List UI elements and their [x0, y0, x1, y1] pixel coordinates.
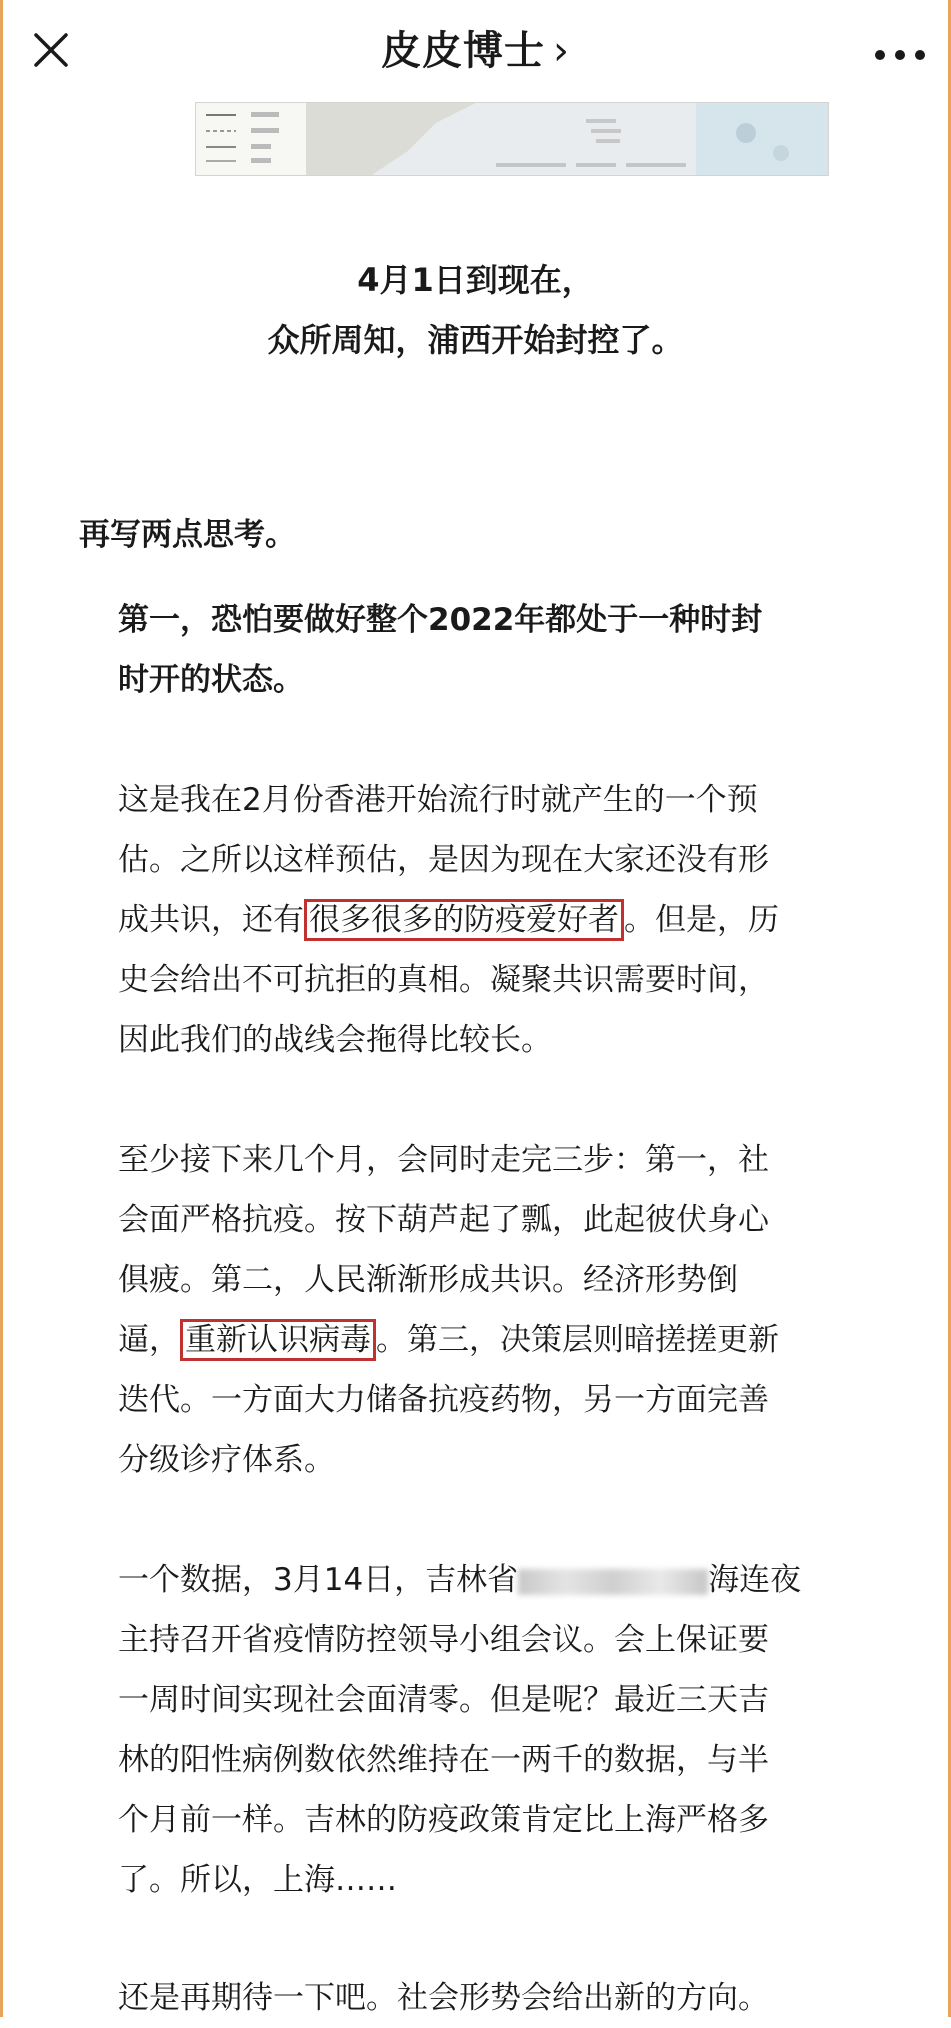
paragraph-line: 一周时间实现社会面清零。但是呢？最近三天吉 [118, 1682, 769, 1718]
paragraph-line: 史会给出不可抗拒的真相。凝聚共识需要时间， [118, 962, 769, 998]
headline-line: 众所周知，浦西开始封控了。 [267, 321, 684, 359]
paragraph-line: 林的阳性病例数依然维持在一两千的数据，与半 [118, 1742, 769, 1778]
paragraph-line [118, 1550, 801, 1610]
more-button[interactable] [874, 46, 926, 58]
paragraph-line: 这是我在2月份香港开始流行时就产生的一个预 [118, 782, 758, 818]
highlighted-phrase: 很多很多的防疫爱好者 [304, 899, 624, 941]
chevron-right-icon: › [553, 28, 570, 74]
intro-line: 再写两点思考。 [79, 517, 296, 553]
account-name: 皮皮博士 [381, 28, 545, 74]
paragraph-1 [118, 770, 779, 1070]
paragraph-3 [118, 1550, 801, 1910]
paragraph-line: 俱疲。第二，人民渐渐形成共识。经济形势倒 [118, 1262, 738, 1298]
paragraph-line: 迭代。一方面大力储备抗疫药物，另一方面完善 [118, 1382, 769, 1418]
paragraph-line [118, 890, 779, 950]
text-segment: 。第三，决策层则暗搓搓更新 [376, 1322, 779, 1358]
article-headline [0, 250, 951, 370]
point-one-line: 时开的状态。 [118, 662, 304, 698]
text-segment: 一个数据，3月14日，吉林省 [118, 1562, 519, 1598]
paragraph-line: 分级诊疗体系。 [118, 1442, 335, 1478]
paragraph-line: 因此我们的战线会拖得比较长。 [118, 1022, 552, 1058]
redacted-text [518, 1569, 708, 1595]
more-dots-icon [874, 49, 926, 61]
paragraph-line: 还是再期待一下吧。社会形势会给出新的方向。 [118, 1980, 769, 2016]
paragraph-line: 个月前一样。吉林的防疫政策肯定比上海严格多 [118, 1802, 769, 1838]
point-one [118, 590, 762, 710]
paragraph-line: 了。所以，上海…… [118, 1862, 397, 1898]
article-intro [79, 505, 296, 565]
text-segment: 海连夜 [708, 1562, 802, 1598]
top-bar [3, 0, 948, 100]
paragraph-line: 主持召开省疫情防控领导小组会议。会上保证要 [118, 1622, 769, 1658]
point-one-line: 第一，恐怕要做好整个2022年都处于一种时封 [118, 602, 763, 638]
paragraph-2 [118, 1130, 779, 1490]
text-segment: 逼， [118, 1322, 180, 1358]
paragraph-line: 会面严格抗疫。按下葫芦起了瓢，此起彼伏身心 [118, 1202, 769, 1238]
map-graphic [196, 103, 828, 175]
paragraph-line: 估。之所以这样预估，是因为现在大家还没有形 [118, 842, 769, 878]
paragraph-4 [118, 1968, 769, 2028]
text-segment: 。但是，历 [624, 902, 779, 938]
map-image [195, 102, 829, 176]
headline-line: 4月1日到现在， [357, 261, 594, 299]
paragraph-line: 至少接下来几个月，会同时走完三步：第一，社 [118, 1142, 769, 1178]
paragraph-line [118, 1310, 779, 1370]
text-segment: 成共识，还有 [118, 902, 304, 938]
account-title[interactable] [3, 28, 948, 74]
highlighted-phrase: 重新认识病毒 [180, 1319, 376, 1361]
